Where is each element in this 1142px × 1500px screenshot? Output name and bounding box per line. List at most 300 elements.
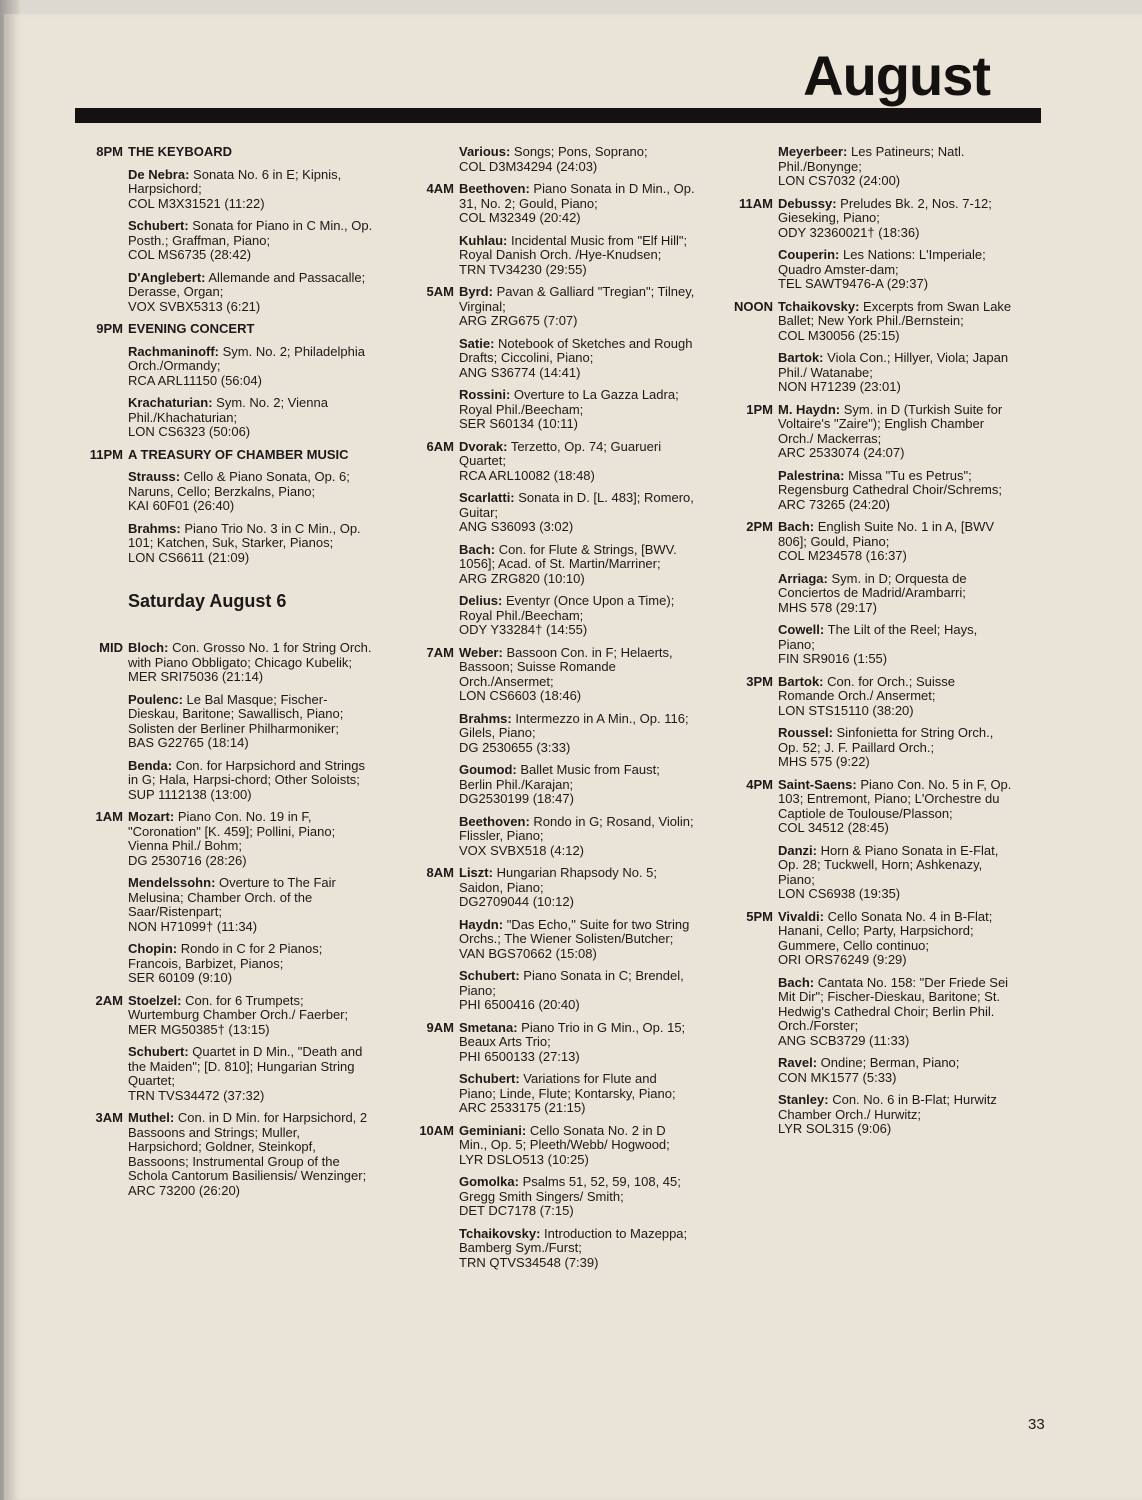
catalog-number: LYR SOL315 (9:06) [778,1121,892,1136]
catalog-number: TRN TV34230 (29:55) [459,261,587,277]
work-details: Sinfonietta for String Orch., Op. 52; J. F. Paillard Orch.; [778,725,994,755]
composer-name: Stoelzel: [128,992,182,1008]
composer-name: Bach: [778,974,815,990]
work-details: Missa "Tu es Petrus"; Regensburg Cathedral Choir/Schrems; [778,467,1002,497]
work-details: Allemande and Passacalle; Derasse, Organ; [128,269,366,299]
time-label: 1PM [746,401,773,417]
work-details: Con. No. 6 in B-Flat; Hurwitz Chamber Orch./ Hurwitz; [778,1092,997,1122]
composer-name: Beethoven: [459,181,530,196]
catalog-number: LYR DSLO513 (10:25) [459,1151,589,1167]
slot-body [459,285,695,432]
slot-body [459,646,695,859]
work-details: Les Nations: L'Imperiale; Quadro Amster-dam; [778,247,986,277]
time-slot [405,646,695,859]
composer-name: M. Haydn: [778,401,841,417]
composer-name: Dvorak: [459,438,508,454]
work-details: Excerpts from Swan Lake Ballet; New York Phil./Bernstein; [778,298,1012,328]
composer-name: Strauss: [128,469,181,484]
program-entry [128,168,374,212]
work-details: The Lilt of the Reel; Hays, Piano; [778,622,978,652]
catalog-number: VOX SVBX5313 (6:21) [128,298,261,314]
catalog-number: MHS 578 (29:17) [778,599,877,615]
catalog-number: ARC 2533175 (21:15) [459,1100,586,1115]
program-title: A TREASURY OF CHAMBER MUSIC [128,446,349,462]
catalog-number: RCA ARL10082 (18:48) [459,467,595,483]
slot-body [778,403,1014,513]
composer-name: Bach: [778,519,815,534]
work-details: Piano Trio in G Min., Op. 15; Beaux Arts Trio; [459,1019,686,1049]
program-entry [459,234,695,278]
program-entry [778,248,1014,292]
time-slot [405,182,695,277]
work-details: English Suite No. 1 in A, [BWV 806]; Gould, Piano; [778,519,995,549]
composer-name: Danzi: [778,842,817,858]
composer-name: Saint-Saens: [778,776,857,792]
work-details: Sym. No. 2; Vienna Phil./Khachaturian; [128,395,328,425]
work-details: Psalms 51, 52, 59, 108, 45; Gregg Smith Singers/ Smith; [459,1174,681,1204]
composer-name: D'Anglebert: [128,269,206,285]
catalog-number: DG2530199 (18:47) [459,791,574,806]
time-label: 3AM [95,1110,123,1125]
composer-name: Vivaldi: [778,908,825,924]
catalog-number: TEL SAWT9476-A (29:37) [778,276,929,291]
slot-body [459,1124,695,1271]
catalog-number: MER SRI75036 (21:14) [128,669,264,684]
catalog-number: DG 2530716 (28:26) [128,852,247,868]
time-slot [405,866,695,1013]
time-label: 10AM [419,1122,454,1138]
program-entry [459,969,695,1013]
program-entry [459,1175,695,1219]
catalog-number: ANG SCB3729 (11:33) [778,1032,910,1048]
work-details: Sym. in D; Orquesta de Conciertos de Madrid/Arambarri; [778,570,967,600]
composer-name: Geminiani: [459,1122,527,1138]
catalog-number: DG2709044 (10:12) [459,894,574,909]
program-entry [459,491,695,535]
composer-name: Schubert: [128,218,189,233]
time-slot [74,810,374,986]
work-details: Rondo in G; Rosand, Violin; Flissler, Piano; [459,813,694,843]
time-label: 7AM [426,644,454,660]
program-entry [778,623,1014,667]
time-label: MID [99,640,123,655]
work-details: Piano Con. No. 5 in F, Op. 103; Entremont, Piano; L'Orchestre du Captiole de Toulouse/Plasson; [778,776,1012,821]
catalog-number: ORI ORS76249 (9:29) [778,952,907,967]
composer-name: Benda: [128,757,173,773]
catalog-number: ARC 73265 (24:20) [778,496,891,512]
catalog-number: CON MK1577 (5:33) [778,1069,897,1085]
composer-name: Kuhlau: [459,232,508,248]
work-details: Overture to La Gazza Ladra; Royal Phil./Beecham; [459,387,679,417]
work-details: Ondine; Berman, Piano; [820,1055,960,1070]
composer-name: Satie: [459,335,495,351]
program-entry [128,1111,374,1198]
time-slot [74,448,374,566]
time-slot [724,910,1014,1137]
composer-name: Chopin: [128,941,178,956]
time-slot [74,994,374,1104]
composer-name: Bartok: [778,350,824,365]
slot-body [128,448,374,566]
program-entry [459,285,695,329]
catalog-number: ANG S36093 (3:02) [459,519,574,534]
catalog-number: SUP 1112138 (13:00) [128,786,252,802]
slot-body [778,145,1014,189]
composer-name: Bach: [459,541,496,557]
catalog-number: ANG S36774 (14:41) [459,364,581,380]
program-entry [459,763,695,807]
composer-name: Various: [459,144,511,159]
slot-body [128,322,374,440]
program-entry [778,403,1014,461]
time-label: NOON [734,298,773,314]
catalog-number: COL 34512 (28:45) [778,820,889,835]
program-entry [459,440,695,484]
work-details: Piano Con. No. 19 in F, "Coronation" [K. 459]; Pollini, Piano; Vienna Phil./ Bohm; [128,809,336,853]
work-details: Con. in D Min. for Harpsichord, 2 Bassoons and Strings; Muller, Harpsichord; Goldner, Steinkopf, Bassoons; Instrumental Group of the Schola Cantorum Basiliensis/ Wenzinger; [128,1110,368,1183]
program-entry [128,641,374,685]
composer-name: Smetana: [459,1019,518,1035]
work-details: Quartet in D Min., "Death and the Maiden"; [D. 810]; Hungarian String Quartet; [128,1044,363,1088]
program-entry [128,942,374,986]
composer-name: Liszt: [459,865,493,880]
composer-name: Rossini: [459,387,511,402]
catalog-number: MER MG50385† (13:15) [128,1021,270,1037]
composer-name: Couperin: [778,247,840,262]
program-entry [778,976,1014,1049]
program-entry [459,1227,695,1271]
work-details: Sym. in D (Turkish Suite for Voltaire's "Zaire"); English Chamber Orch./ Mackerras; [778,401,1003,446]
time-slot [74,145,374,314]
time-slot [405,145,695,174]
program-entry [128,271,374,315]
time-slot [724,145,1014,189]
program-entry [778,520,1014,564]
program-entry [459,815,695,859]
catalog-number: NON H71099† (11:34) [128,918,258,934]
title-rule [75,108,1041,123]
work-details: Terzetto, Op. 74; Guarueri Quartet; [459,438,662,468]
catalog-number: ARG ZRG820 (10:10) [459,570,585,586]
composer-name: Gomolka: [459,1174,519,1189]
slot-body [778,520,1014,667]
work-details: Sym. No. 2; Philadelphia Orch./Ormandy; [128,343,365,373]
catalog-number: MHS 575 (9:22) [778,754,870,769]
time-label: 8PM [96,144,123,159]
work-details: Les Patineurs; Natl. Phil./Bonynge; [778,144,965,174]
program-entry [459,182,695,226]
slot-body [459,1021,695,1116]
time-slot [74,1111,374,1198]
program-entry [778,145,1014,189]
program-title: EVENING CONCERT [128,321,255,336]
time-slot [405,1021,695,1116]
work-details: Variations for Flute and Piano; Linde, Flute; Kontarsky, Piano; [459,1071,676,1101]
composer-name: Meyerbeer: [778,144,848,159]
composer-name: Mendelssohn: [128,875,216,890]
catalog-number: VAN BGS70662 (15:08) [459,945,597,961]
catalog-number: LON STS15110 (38:20) [778,702,914,718]
catalog-number: DG 2530655 (3:33) [459,739,571,755]
work-details: Notebook of Sketches and Rough Drafts; Ciccolini, Piano; [459,335,693,365]
catalog-number: ARC 2533074 (24:07) [778,445,905,460]
composer-name: Palestrina: [778,467,845,483]
catalog-number: RCA ARL11150 (56:04) [128,372,262,388]
schedule-column-3 [724,145,1014,1145]
catalog-number: ARC 73200 (26:20) [128,1182,241,1198]
composer-name: Haydn: [459,916,504,932]
work-details: Piano Sonata in C; Brendel, Piano; [459,968,684,998]
time-label: 8AM [426,865,454,880]
work-details: Horn & Piano Sonata in E-Flat, Op. 28; Tuckwell, Horn; Ashkenazy, Piano; [778,842,999,887]
program-entry [778,469,1014,513]
catalog-number: ARG ZRG675 (7:07) [459,313,578,328]
slot-body [778,197,1014,292]
program-entry [128,1045,374,1103]
time-label: 2PM [746,519,773,534]
catalog-number: BAS G22765 (18:14) [128,735,249,750]
catalog-number: NON H71239 (23:01) [778,379,901,394]
composer-name: Ravel: [778,1055,818,1070]
program-entry [778,675,1014,719]
composer-name: Poulenc: [128,691,183,707]
composer-name: Mozart: [128,809,175,824]
time-slot [724,675,1014,770]
program-entry [778,197,1014,241]
time-slot [74,322,374,440]
program-entry [778,1056,1014,1085]
composer-name: Cowell: [778,622,825,637]
catalog-number: ODY 32360021† (18:36) [778,224,920,240]
program-entry [459,337,695,381]
work-details: Incidental Music from "Elf Hill"; Royal Danish Orch. /Hye-Knudsen; [459,232,688,262]
slot-body [459,866,695,1013]
work-details: Cantata No. 158: "Der Friede Sei Mit Dir"; Fischer-Dieskau, Baritone; St. Hedwig's Cathedral Choir; Berlin Phil. Orch./Forster; [778,974,1009,1033]
program-entry [459,543,695,587]
work-details: Bassoon Con. in F; Helaerts, Bassoon; Suisse Romande Orch./Ansermet; [459,644,673,689]
work-details: Con. Grosso No. 1 for String Orch. with Piano Obbligato; Chicago Kubelik; [128,640,372,670]
time-label: 1AM [95,809,123,824]
catalog-number: TRN TVS34472 (37:32) [128,1087,265,1103]
catalog-number: VOX SVBX518 (4:12) [459,842,585,858]
work-details: Cello Sonata No. 2 in D Min., Op. 5; Pleeth/Webb/ Hogwood; [459,1122,670,1152]
program-entry [459,1072,695,1116]
program-entry [778,351,1014,395]
catalog-number: LON CS6611 (21:09) [128,549,250,565]
work-details: Sonata for Piano in C Min., Op. Posth.; Graffman, Piano; [128,218,373,248]
program-entry [128,396,374,440]
catalog-number: COL M32349 (20:42) [459,210,581,225]
composer-name: Weber: [459,644,503,660]
time-label: 3PM [746,673,773,689]
catalog-number: DET DC7178 (7:15) [459,1203,574,1218]
work-details: Viola Con.; Hillyer, Viola; Japan Phil./ Watanabe; [778,350,1009,380]
program-entry [778,1093,1014,1137]
composer-name: Roussel: [778,725,833,740]
composer-name: Beethoven: [459,813,530,829]
slot-body [459,440,695,638]
time-label: 11AM [739,195,773,211]
program-entry [459,712,695,756]
work-details: Con. for Harpsichord and Strings in G; Hala, Harpsi-chord; Other Soloists; [128,757,365,787]
slot-body [778,778,1014,902]
composer-name: Tchaikovsky: [459,1225,541,1241]
day-heading: Saturday August 6 [128,591,287,611]
time-label: 5AM [426,284,454,299]
time-label: 6AM [426,438,454,454]
time-slot [405,440,695,638]
slot-body [778,675,1014,770]
time-slot [724,197,1014,292]
work-details: "Das Echo," Suite for two String Orchs.; The Wiener Solisten/Butcher; [459,916,690,946]
program-entry [459,1021,695,1065]
composer-name: Schubert: [128,1044,189,1059]
time-label: 4AM [426,181,454,196]
catalog-number: SER 60109 (9:10) [128,970,233,985]
program-entry [459,646,695,704]
work-details: Sonata in D. [L. 483]; Romero, Guitar; [459,490,694,520]
time-slot [405,285,695,432]
program-entry [128,345,374,389]
slot-body [778,910,1014,1137]
work-details: Piano Trio No. 3 in C Min., Op. 101; Katchen, Suk, Starker, Pianos; [128,520,361,550]
work-details: Con. for Orch.; Suisse Romande Orch./ Ansermet; [778,673,956,703]
time-label: 9AM [426,1019,454,1035]
time-label: 2AM [95,992,123,1008]
program-entry [778,778,1014,836]
time-slot [405,1124,695,1271]
composer-name: Brahms: [459,710,512,726]
composer-name: Brahms: [128,520,181,536]
catalog-number: SER S60134 (10:11) [459,416,578,431]
time-slot [724,300,1014,395]
program-entry [128,693,374,751]
program-title: THE KEYBOARD [128,144,233,159]
work-details: Hungarian Rhapsody No. 5; Saidon, Piano; [459,865,658,895]
program-entry [459,918,695,962]
catalog-number: KAI 60F01 (26:40) [128,498,235,513]
catalog-number: LON CS6603 (18:46) [459,688,582,703]
slot-body [128,994,374,1104]
time-slot [724,520,1014,667]
schedule-column-1 [74,145,374,1206]
work-details: Introduction to Mazeppa; Bamberg Sym./Furst; [459,1225,688,1255]
catalog-number: PHI 6500416 (20:40) [459,997,580,1012]
composer-name: Bartok: [778,673,824,689]
composer-name: Schubert: [459,968,520,983]
catalog-number: COL M234578 (16:37) [778,548,907,563]
program-entry [459,594,695,638]
composer-name: Stanley: [778,1092,829,1107]
work-details: Con. for Flute & Strings, [BWV. 1056]; Acad. of St. Martin/Marriner; [459,541,677,571]
slot-body [459,182,695,277]
program-entry [128,470,374,514]
program-entry [459,145,695,174]
work-details: Intermezzo in A Min., Op. 116; Gilels, Piano; [459,710,689,740]
composer-name: De Nebra: [128,166,190,182]
catalog-number: TRN QTVS34548 (7:39) [459,1254,599,1270]
composer-name: Muthel: [128,1110,175,1125]
catalog-number: COL D3M34294 (24:03) [459,158,598,174]
composer-name: Scarlatti: [459,490,515,505]
catalog-number: COL MS6735 (28:42) [128,247,252,262]
catalog-number: LON CS6938 (19:35) [778,886,901,901]
work-details: Cello & Piano Sonata, Op. 6; Naruns, Cello; Berzkalns, Piano; [128,469,350,499]
composer-name: Delius: [459,593,503,608]
work-details: Ballet Music from Faust; Berlin Phil./Karajan; [459,762,660,792]
catalog-number: LON CS6323 (50:06) [128,424,251,439]
composer-name: Krachaturian: [128,395,213,410]
composer-name: Tchaikovsky: [778,298,860,314]
program-entry [128,219,374,263]
program-entry [128,994,374,1038]
work-details: Sonata No. 6 in E; Kipnis, Harpsichord; [128,166,342,196]
program-entry [778,726,1014,770]
time-slot [74,641,374,802]
time-slot [724,778,1014,902]
work-details: Songs; Pons, Soprano; [513,144,648,159]
program-entry [459,866,695,910]
slot-body [128,1111,374,1198]
program-entry [778,572,1014,616]
composer-name: Bloch: [128,640,169,655]
program-entry [128,522,374,566]
catalog-number: PHI 6500133 (27:13) [459,1048,580,1064]
slot-body [128,641,374,802]
composer-name: Rachmaninoff: [128,343,219,359]
program-entry [459,1124,695,1168]
work-details: Cello Sonata No. 4 in B-Flat; Hanani, Cello; Party, Harpsichord; Gummere, Cello continuo; [778,908,993,953]
program-entry [128,876,374,934]
program-entry [128,810,374,868]
month-title: August [803,44,990,107]
time-slot [724,403,1014,513]
catalog-number: COL M3X31521 (11:22) [128,195,265,211]
slot-body [128,810,374,986]
time-label: 4PM [746,776,773,792]
composer-name: Schubert: [459,1071,520,1086]
catalog-number: LON CS7032 (24:00) [778,173,901,188]
time-label: 11PM [89,446,123,462]
work-details: Rondo in C for 2 Pianos; Francois, Barbizet, Pianos; [128,941,323,971]
work-details: Overture to The Fair Melusina; Chamber Orch. of the Saar/Ristenpart; [128,875,336,919]
schedule-column-2 [405,145,695,1278]
composer-name: Byrd: [459,284,493,299]
composer-name: Debussy: [778,195,837,211]
program-entry [459,388,695,432]
work-details: Piano Sonata in D Min., Op. 31, No. 2; Gould, Piano; [459,181,695,211]
catalog-number: ODY Y33284† (14:55) [459,622,588,637]
composer-name: Goumod: [459,762,517,777]
program-entry [778,844,1014,902]
slot-body [459,145,695,174]
time-label: 9PM [96,321,123,336]
catalog-number: FIN SR9016 (1:55) [778,651,888,666]
program-entry [128,759,374,803]
slot-body [128,145,374,314]
page-number: 33 [1028,1416,1045,1433]
slot-body [778,300,1014,395]
work-details: Preludes Bk. 2, Nos. 7-12; Gieseking, Piano; [778,195,992,225]
work-details: Eventyr (Once Upon a Time); Royal Phil./Beecham; [459,593,675,623]
work-details: Le Bal Masque; Fischer-Dieskau, Baritone; Sawallisch, Piano; Solisten der Berliner Philharmoniker; [128,691,344,736]
work-details: Pavan & Galliard "Tregian"; Tilney, Virginal; [459,284,695,314]
program-entry [778,300,1014,344]
composer-name: Arriaga: [778,570,828,586]
time-label: 5PM [746,908,773,924]
program-entry [778,910,1014,968]
work-details: Con. for 6 Trumpets; Wurtemburg Chamber Orch./ Faerber; [128,992,349,1022]
